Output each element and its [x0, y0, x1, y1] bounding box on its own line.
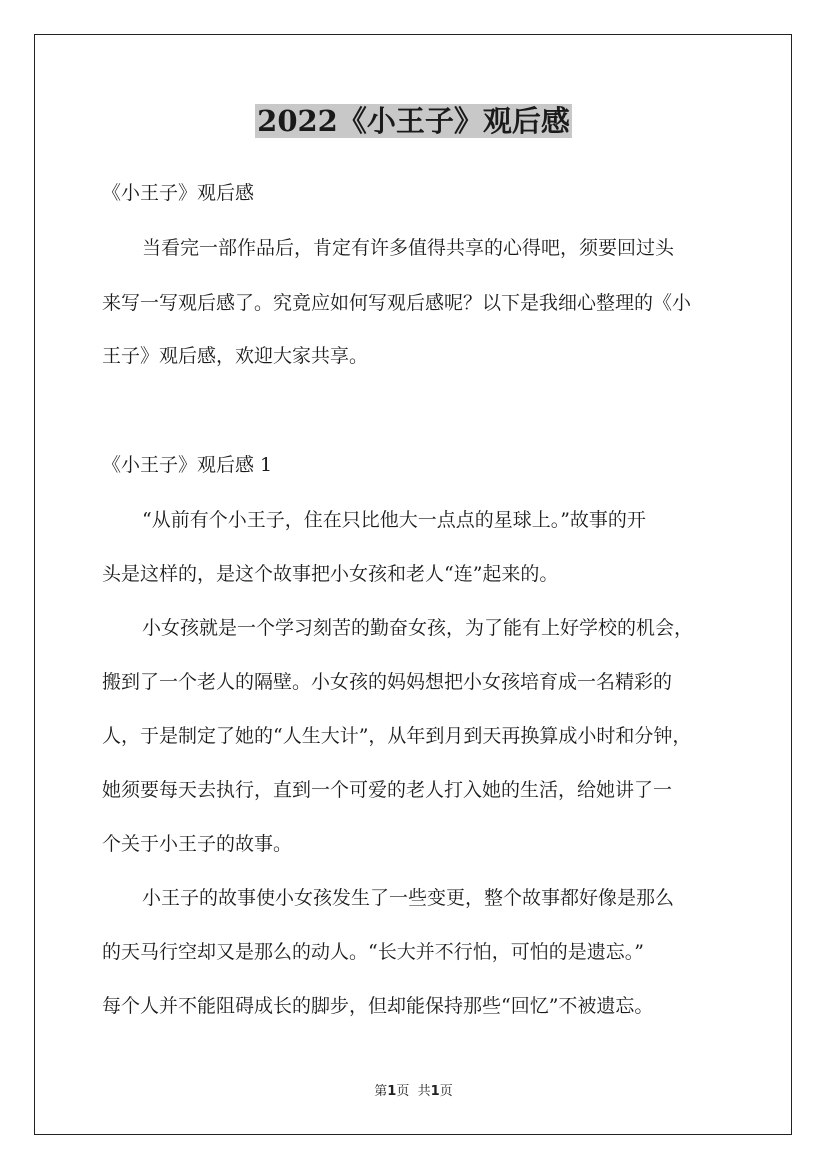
section-line-9: 的天马行空却又是那么的动人。“长大并不行怕，可怕的是遗忘。” [102, 941, 644, 963]
section-line-8: 小王子的故事使小女孩发生了一些变更，整个故事都好像是那么 [142, 887, 675, 909]
intro-line-2: 来写一写观后感了。究竟应如何写观后感呢？以下是我细心整理的《小 [102, 292, 692, 314]
section-line-10: 每个人并不能阻碍成长的脚步，但却能保持那些“回忆”不被遗忘。 [102, 995, 654, 1017]
section-line-2: 头是这样的，是这个故事把小女孩和老人“连”起来的。 [102, 563, 559, 585]
section-heading: 《小王子》观后感 1 [102, 454, 273, 476]
footer-page-prefix: 第 [374, 1084, 388, 1099]
section-line-6: 她须要每天去执行，直到一个可爱的老人打入她的生活，给她讲了一 [102, 779, 673, 801]
footer-total-pages: 1 [430, 1084, 440, 1099]
footer-total-prefix: 共 [417, 1084, 431, 1099]
footer-total-unit: 页 [439, 1084, 453, 1099]
section-line-3: 小女孩就是一个学习刻苦的勤奋女孩，为了能有上好学校的机会， [142, 617, 694, 639]
section-line-1: “从前有个小王子，住在只比他大一点点的星球上。”故事的开 [142, 509, 646, 531]
document-title-text: 2022《小王子》观后感 [257, 104, 570, 138]
intro-line-3: 王子》观后感，欢迎大家共享。 [102, 345, 369, 367]
section-line-5: 人，于是制定了她的“人生大计”，从年到月到天再换算成小时和分钟， [102, 725, 692, 747]
section-line-4: 搬到了一个老人的隔壁。小女孩的妈妈想把小女孩培育成一名精彩的 [102, 671, 673, 693]
document-title [0, 100, 827, 142]
document-heading: 《小王子》观后感 [102, 182, 255, 204]
footer-page-number: 1 [387, 1084, 397, 1099]
footer-page-unit: 页 [396, 1084, 410, 1099]
section-line-7: 个关于小王子的故事。 [102, 833, 293, 855]
intro-line-1: 当看完一部作品后，肯定有许多值得共享的心得吧，须要回过头 [142, 237, 675, 259]
page-footer [0, 1083, 827, 1101]
